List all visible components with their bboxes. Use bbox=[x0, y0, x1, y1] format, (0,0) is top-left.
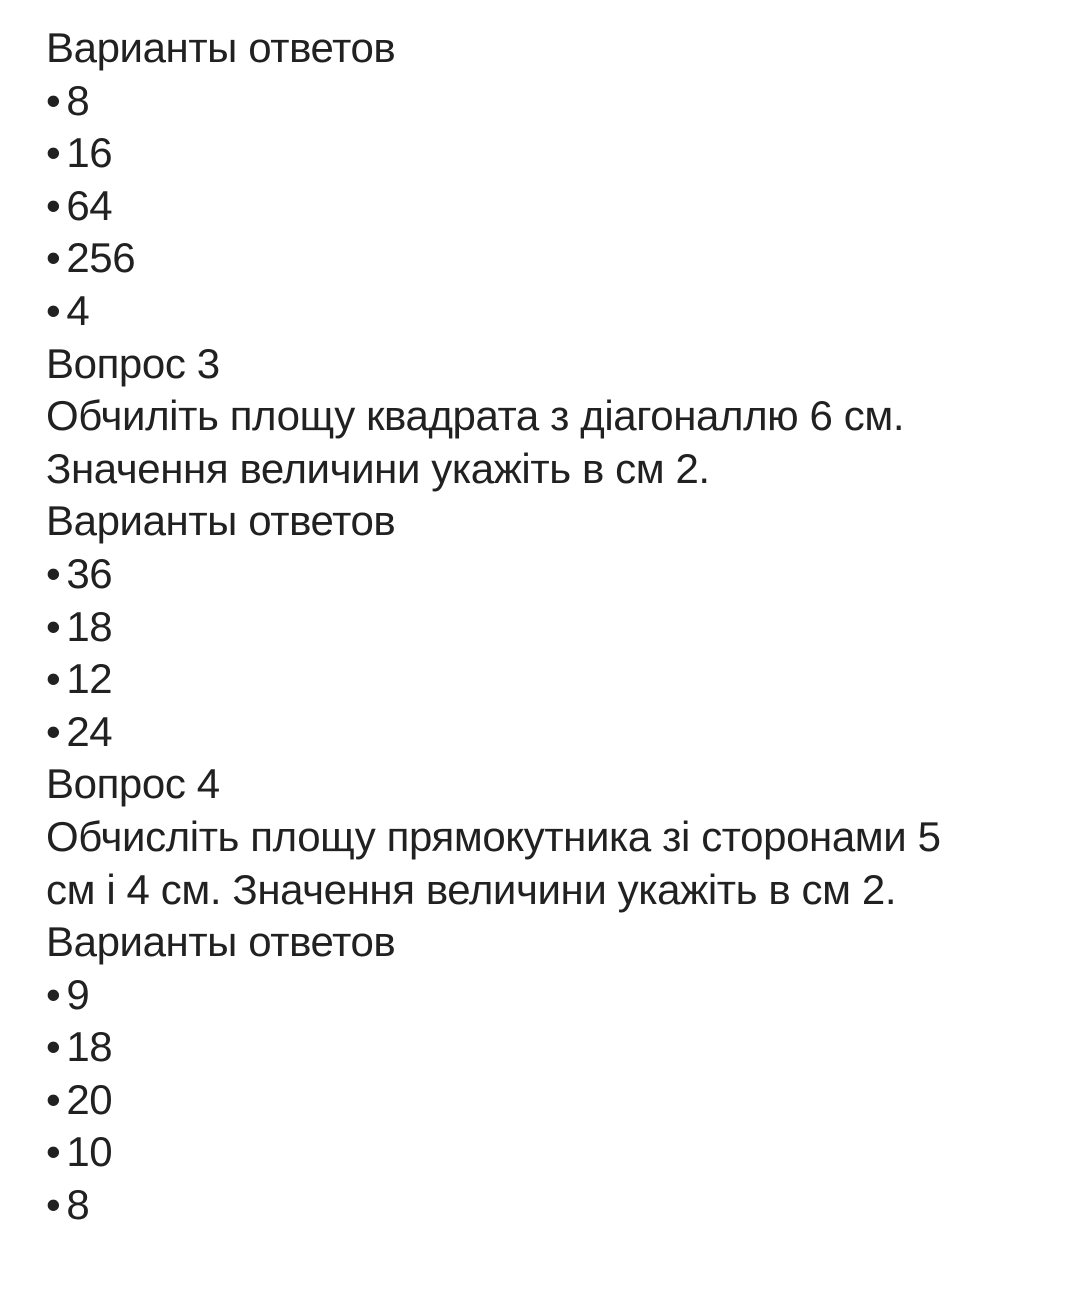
answer-option-label: 64 bbox=[66, 181, 113, 229]
bullet-icon: • bbox=[46, 970, 61, 1018]
answer-option-label: 36 bbox=[66, 549, 113, 597]
answer-option bbox=[46, 1021, 1060, 1074]
answer-option bbox=[46, 548, 1060, 601]
answer-option bbox=[46, 1126, 1060, 1179]
answer-option bbox=[46, 285, 1060, 338]
answer-option bbox=[46, 969, 1060, 1022]
options-label: Варианты ответов bbox=[46, 918, 396, 966]
question-text: см і 4 см. Значення величини укажіть в см 2. bbox=[46, 865, 897, 913]
bullet-icon: • bbox=[46, 1023, 61, 1071]
options-label: Варианты ответов bbox=[46, 497, 396, 545]
bullet-icon: • bbox=[46, 1181, 61, 1229]
answer-option-label: 8 bbox=[66, 1181, 90, 1229]
answer-option-label: 16 bbox=[66, 129, 113, 177]
options-label: Варианты ответов bbox=[46, 24, 396, 71]
bullet-icon: • bbox=[46, 1128, 61, 1176]
question-title: Вопрос 4 bbox=[46, 760, 220, 808]
bullet-icon: • bbox=[46, 181, 61, 229]
bullet-icon: • bbox=[46, 129, 61, 177]
bullet-icon: • bbox=[46, 602, 61, 650]
answer-option bbox=[46, 1074, 1060, 1127]
answer-option-label: 20 bbox=[66, 1075, 113, 1123]
question-text: Значення величини укажіть в см 2. bbox=[46, 444, 710, 492]
question-text: Обчисліть площу прямокутника зі сторонами 5 bbox=[46, 812, 941, 860]
answer-option bbox=[46, 232, 1060, 285]
answer-option-label: 10 bbox=[66, 1128, 113, 1176]
answer-option-label: 24 bbox=[66, 707, 113, 755]
answer-option bbox=[46, 653, 1060, 706]
bullet-icon: • bbox=[46, 234, 61, 282]
answer-option-label: 256 bbox=[66, 234, 136, 282]
answer-option bbox=[46, 127, 1060, 180]
answer-option bbox=[46, 75, 1060, 128]
answer-option-label: 9 bbox=[66, 970, 90, 1018]
answer-option bbox=[46, 180, 1060, 233]
question-text: Обчиліть площу квадрата з діагоналлю 6 см. bbox=[46, 392, 905, 440]
answer-option bbox=[46, 1179, 1060, 1232]
answer-option-label: 12 bbox=[66, 655, 113, 703]
bullet-icon: • bbox=[46, 655, 61, 703]
answer-option-label: 18 bbox=[66, 1023, 113, 1071]
answer-option-label: 8 bbox=[66, 76, 90, 124]
bullet-icon: • bbox=[46, 549, 61, 597]
answer-option bbox=[46, 601, 1060, 654]
answer-option-label: 18 bbox=[66, 602, 113, 650]
bullet-icon: • bbox=[46, 286, 61, 334]
bullet-icon: • bbox=[46, 76, 61, 124]
bullet-icon: • bbox=[46, 707, 61, 755]
answer-option bbox=[46, 706, 1060, 759]
question-title: Вопрос 3 bbox=[46, 339, 220, 387]
answer-option-label: 4 bbox=[66, 286, 90, 334]
bullet-icon: • bbox=[46, 1075, 61, 1123]
